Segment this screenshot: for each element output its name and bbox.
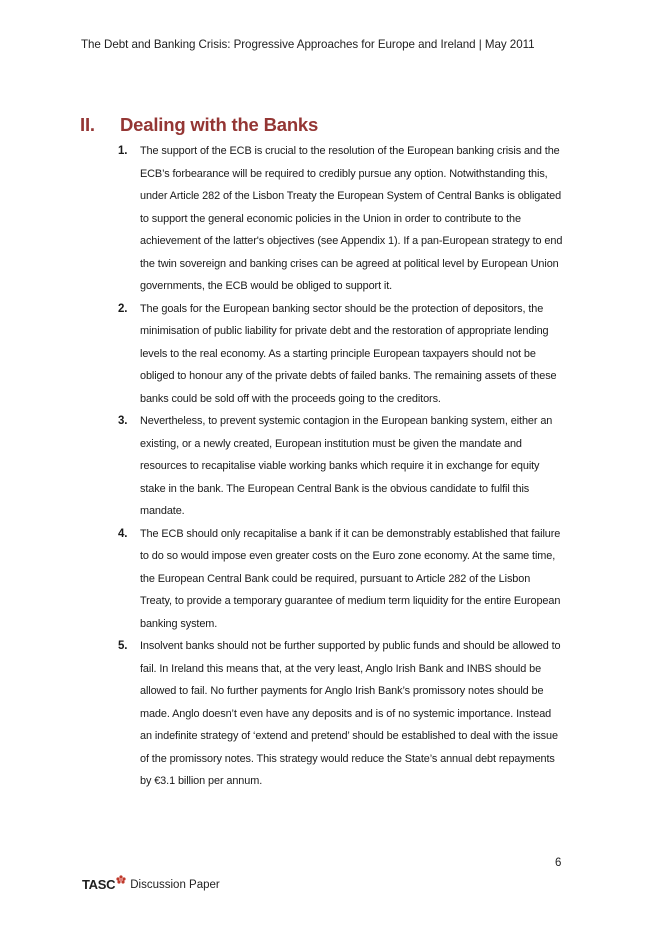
tasc-logo-flower-icon xyxy=(115,874,127,892)
list-item-number: 3. xyxy=(118,415,128,427)
footer-branding xyxy=(82,874,220,892)
numbered-list xyxy=(118,140,564,793)
list-item-number: 4. xyxy=(118,527,128,540)
list-item-text: Nevertheless, to prevent systemic contagion in the European banking system, either an existing, or a newly created, European institution must be given the mandate and resources to recapitalise viable working banks which require it in exchange for equity stake in the bank. The European Central Bank is the obvious candidate to fulfil this mandate. xyxy=(140,415,553,517)
list-item-text: The ECB should only recapitalise a bank if it can be demonstrably established that failure to do so would impose even greater costs on the Euro zone economy. At the same time, the European Central Bank could be required, pursuant to Article 282 of the Lisbon Treaty, to provide a temporary guarantee of medium term liquidity for the entire European banking system. xyxy=(140,527,561,630)
list-item xyxy=(118,410,564,523)
running-header: The Debt and Banking Crisis: Progressive Approaches for Europe and Ireland | May 2011 xyxy=(81,38,535,51)
list-item xyxy=(118,140,564,298)
footer-label: Discussion Paper xyxy=(130,879,220,891)
tasc-logo-text: TASC xyxy=(82,877,116,892)
list-item-text: The goals for the European banking sector should be the protection of depositors, the minimisation of public liability for private debt and the restoration of appropriate lending levels to the real economy. As a starting principle European taxpayers should not be obliged to honour any of the private debts of failed banks. The remaining assets of these banks could be sold off with the proceeds going to the creditors. xyxy=(140,302,557,405)
page-number: 6 xyxy=(555,857,562,869)
list-item-number: 1. xyxy=(118,145,128,157)
section-title xyxy=(80,114,580,136)
section-title-text: Dealing with the Banks xyxy=(120,114,319,135)
list-item-text: The support of the ECB is crucial to the resolution of the European banking crisis and the ECB’s forbearance will be required to credibly pursue any option. Notwithstanding this, under Article 282 of the Lisbon Treaty the European System of Central Banks is obligated to support the general economic policies in the Union in order to contribute to the achievement of the latter's objectives (see Appendix 1). If a pan-European strategy to end the twin sovereign and banking crises can be agreed at political level by European Union governments, the ECB would be obliged to support it. xyxy=(140,145,563,292)
list-item xyxy=(118,523,564,636)
section-number: II. xyxy=(80,114,95,135)
section-heading xyxy=(80,114,580,136)
list-item xyxy=(118,298,564,411)
list-item-number: 5. xyxy=(118,640,128,652)
list-item-number: 2. xyxy=(118,302,128,315)
list-item-text: Insolvent banks should not be further supported by public funds and should be allowed to fail. In Ireland this means that, at the very least, Anglo Irish Bank and INBS should be allowed to fail. No further payments for Anglo Irish Bank’s promissory notes should be made. Anglo doesn’t even have any deposits and is of no systemic importance. Instead an indefinite strategy of ‘extend and pretend’ should be established to deal with the issue of the promissory notes. This strategy would reduce the State’s annual debt repayments by €3.1 billion per annum. xyxy=(140,640,561,787)
list-item xyxy=(118,635,564,793)
